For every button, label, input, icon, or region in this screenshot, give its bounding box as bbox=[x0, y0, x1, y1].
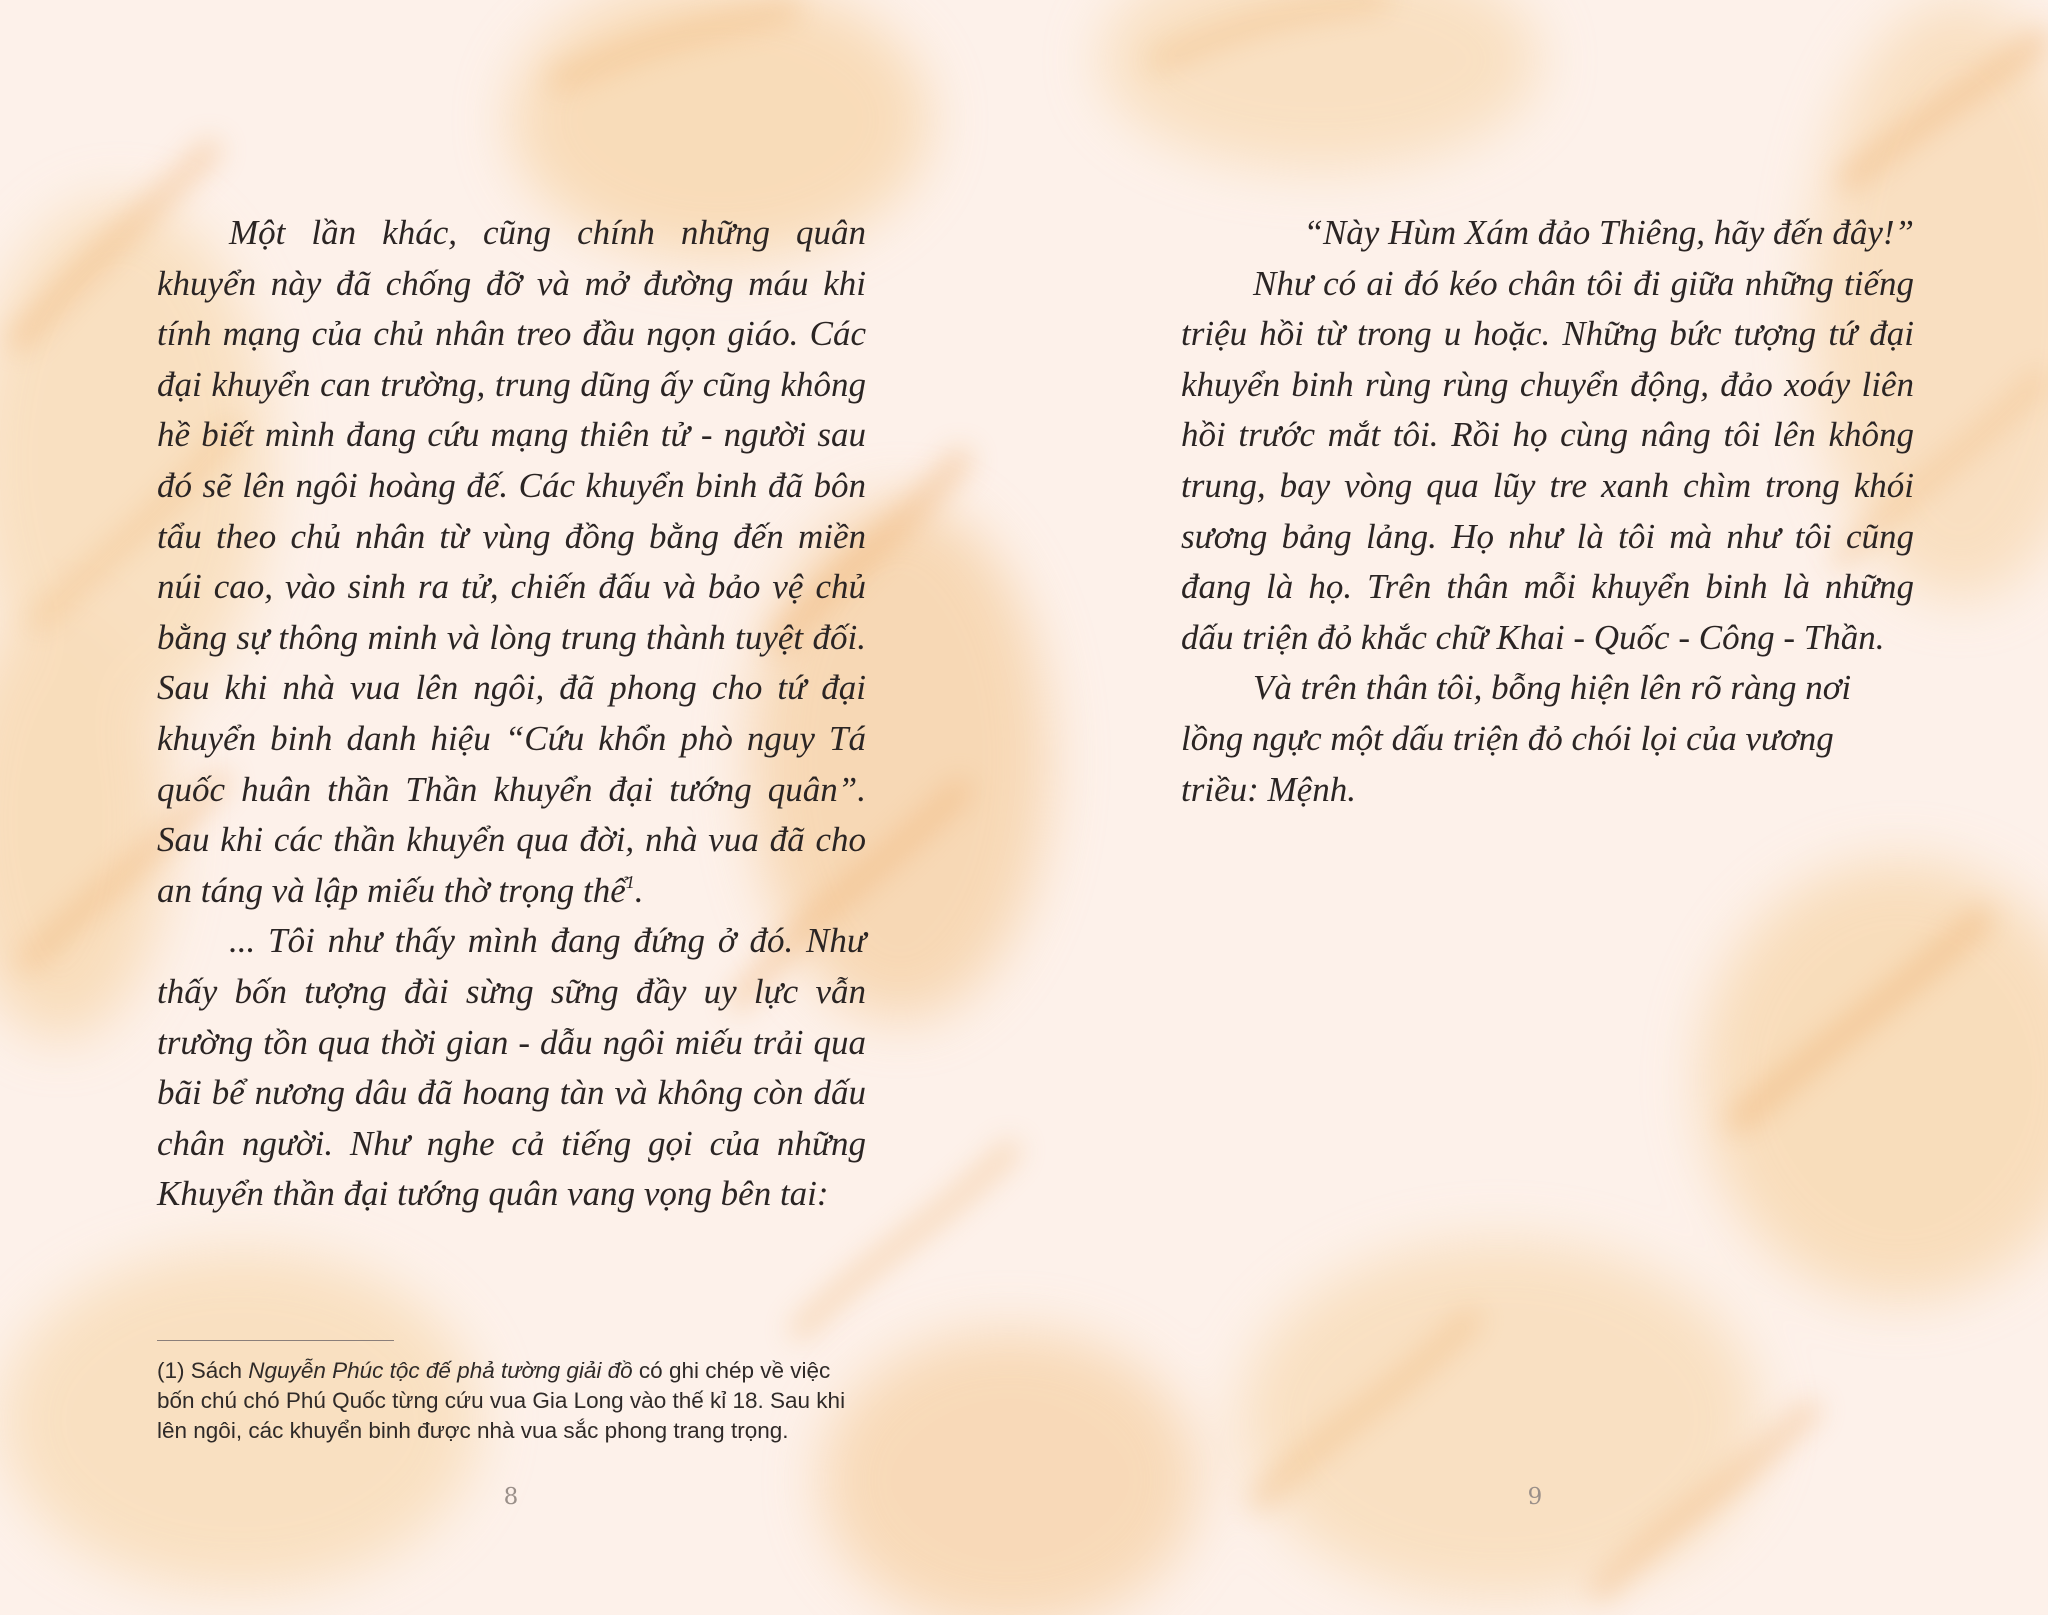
footnote bbox=[157, 1356, 872, 1446]
footnote-reference[interactable]: 1 bbox=[625, 871, 635, 892]
footnote-divider bbox=[157, 1340, 394, 1341]
page-number: 9 bbox=[1527, 1484, 1543, 1510]
paragraph: Như có ai đó kéo chân tôi đi giữa những tiếng triệu hồi từ trong u hoặc. Những bức tượng tứ đại khuyển binh rùng rùng chuyển động, đảo xoáy liên hồi trước mắt tôi. Rồi họ cùng nâng tôi lên không trung, bay vòng qua lũy tre xanh chìm trong khói sương bảng lảng. Họ như là tôi mà như tôi cũng đang là họ. Trên thân mỗi khuyển binh là những dấu triện đỏ khắc chữ Khai - Quốc - Công - Thần. bbox=[1181, 263, 1914, 657]
footnote-text: có ghi chép về việc bốn chú chó Phú Quốc từng cứu vua Gia Long vào thế kỉ 18. Sau khi lên ngôi, các khuyển binh được nhà vua sắc phong trang trọng. bbox=[157, 1358, 846, 1443]
left-page-body bbox=[157, 208, 866, 1220]
right-page bbox=[1024, 0, 2048, 1615]
paragraph-text: Một lần khác, cũng chính những quân khuyển này đã chống đỡ và mở đường máu khi tính mạng của chủ nhân treo đầu ngọn giáo. Các đại khuyển can trường, trung dũng ấy cũng không hề biết mình đang cứu mạng thiên tử - người sau đó sẽ lên ngôi hoàng đế. Các khuyển binh đã bôn tẩu theo chủ nhân từ vùng đồng bằng đến miền núi cao, vào sinh ra tử, chiến đấu và bảo vệ chủ bằng sự thông minh và lòng trung thành tuyệt đối. Sau khi nhà vua lên ngôi, đã phong cho tứ đại khuyển binh danh hiệu “Cứu khổn phò nguy Tá quốc huân thần Thần khuyển đại tướng quân”. Sau khi các thần khuyển qua đời, nhà vua đã cho an táng và lập miếu thờ trọng thể bbox=[157, 213, 866, 910]
page-number: 8 bbox=[503, 1484, 519, 1510]
paragraph bbox=[157, 208, 866, 916]
footnote-book-title: Nguyễn Phúc tộc đế phả tường giải đồ bbox=[248, 1358, 633, 1383]
paragraph-end-punctuation: . bbox=[634, 870, 644, 910]
paragraph: Và trên thân tôi, bỗng hiện lên rõ ràng nơi lồng ngực một dấu triện đỏ chói lọi của vương triều: Mệnh. bbox=[1181, 668, 1852, 809]
footnote-prefix: (1) Sách bbox=[157, 1358, 249, 1383]
paragraph: ... Tôi như thấy mình đang đứng ở đó. Như thấy bốn tượng đài sừng sững đầy uy lực vẫn trường tồn qua thời gian - dẫu ngôi miếu trải qua bãi bể nương dâu đã hoang tàn và không còn dấu chân người. Như nghe cả tiếng gọi của những Khuyển thần đại tướng quân vang vọng bên tai: bbox=[157, 921, 866, 1214]
right-page-body bbox=[1181, 208, 1914, 815]
quote-line: “Này Hùm Xám đảo Thiêng, hãy đến đây!” bbox=[1303, 213, 1914, 252]
